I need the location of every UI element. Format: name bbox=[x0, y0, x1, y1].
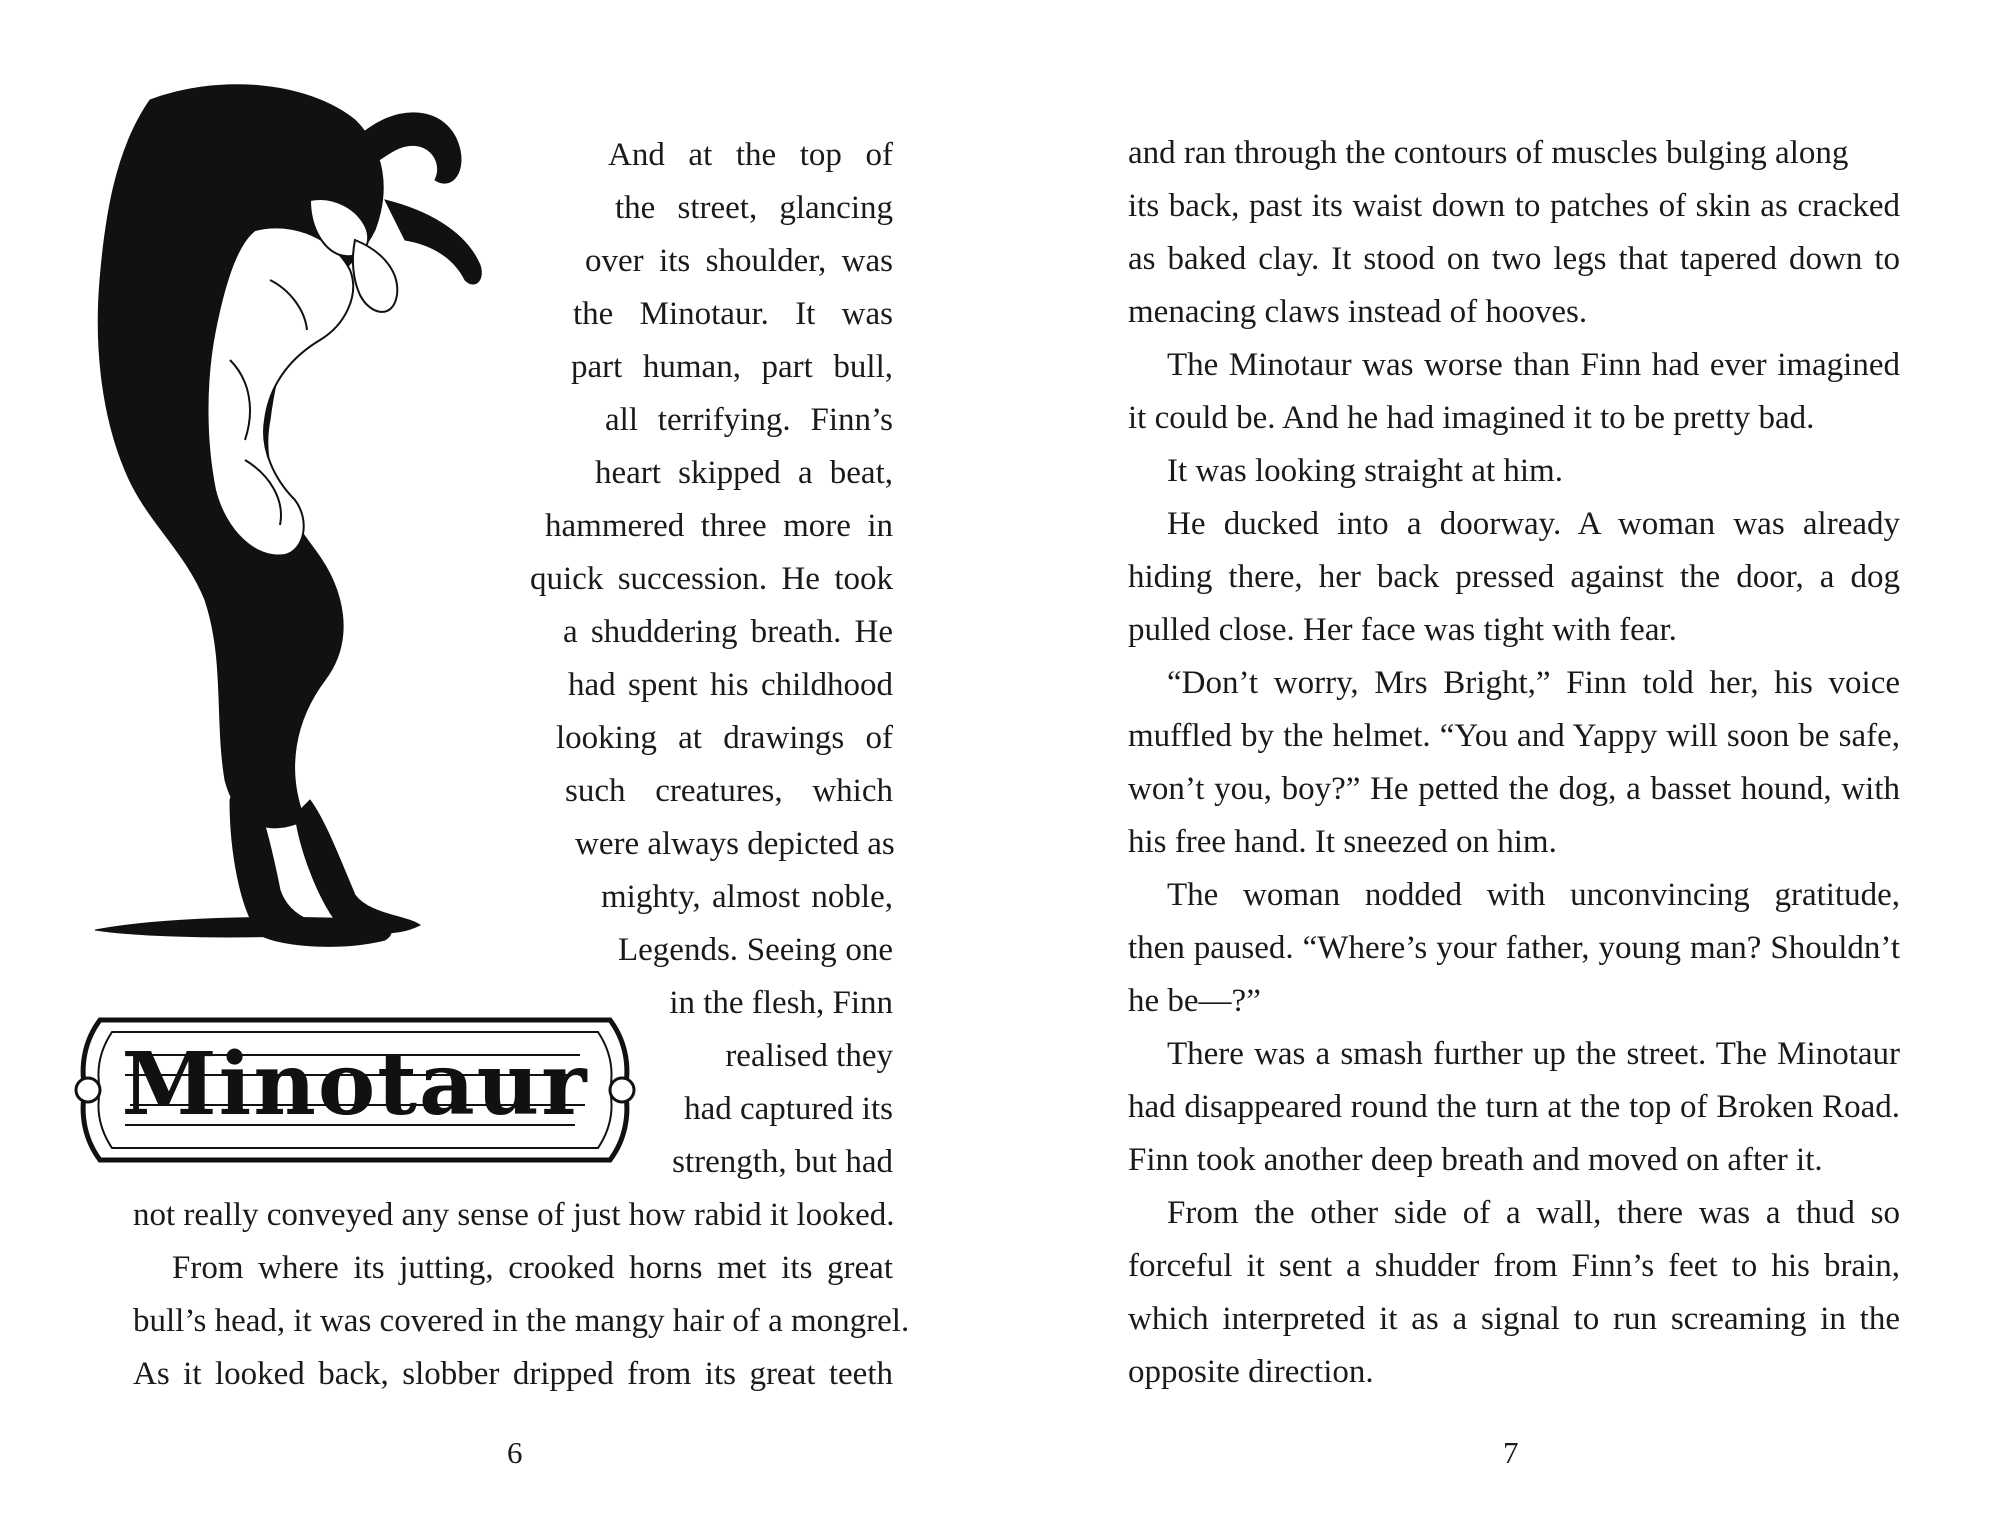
text-line: had disappeared round the turn at the top of Broken Road. bbox=[1128, 1089, 1900, 1125]
text-line: menacing claws instead of hooves. bbox=[1128, 294, 1588, 330]
text-line: Finn took another deep breath and moved on after it. bbox=[1128, 1142, 1823, 1178]
text-line: had spent his childhood bbox=[568, 667, 893, 703]
text-line: looking at drawings of bbox=[556, 720, 893, 756]
text-line: From the other side of a wall, there was a thud so bbox=[1167, 1195, 1900, 1231]
text-line: all terrifying. Finn’s bbox=[605, 402, 893, 438]
text-line: And at the top of bbox=[608, 137, 893, 173]
text-line: its back, past its waist down to patches of skin as cracked bbox=[1128, 188, 1900, 224]
text-line: He ducked into a doorway. A woman was already bbox=[1167, 506, 1900, 542]
text-line: not really conveyed any sense of just how rabid it looked. bbox=[133, 1197, 895, 1233]
text-line: he be—?” bbox=[1128, 983, 1261, 1019]
text-line: as baked clay. It stood on two legs that tapered down to bbox=[1128, 241, 1900, 277]
text-line: “Don’t worry, Mrs Bright,” Finn told her, his voice bbox=[1167, 665, 1900, 701]
text-line: his free hand. It sneezed on him. bbox=[1128, 824, 1557, 860]
text-line: heart skipped a beat, bbox=[595, 455, 893, 491]
text-line: There was a smash further up the street. The Minotaur bbox=[1167, 1036, 1900, 1072]
text-line: Legends. Seeing one bbox=[618, 932, 893, 968]
text-line: over its shoulder, was bbox=[585, 243, 893, 279]
text-line: bull’s head, it was covered in the mangy hair of a mongrel. bbox=[133, 1303, 910, 1339]
text-line: which interpreted it as a signal to run screaming in the bbox=[1128, 1301, 1900, 1337]
text-line: it could be. And he had imagined it to be pretty bad. bbox=[1128, 400, 1815, 436]
text-line: muffled by the helmet. “You and Yappy will soon be safe, bbox=[1128, 718, 1900, 754]
text-line: the Minotaur. It was bbox=[573, 296, 893, 332]
text-line: had captured its bbox=[684, 1091, 893, 1127]
text-line: the street, glancing bbox=[615, 190, 893, 226]
text-line: and ran through the contours of muscles bulging along bbox=[1128, 135, 1849, 171]
text-line: As it looked back, slobber dripped from its great teeth bbox=[133, 1356, 893, 1392]
text-line: pulled close. Her face was tight with fear. bbox=[1128, 612, 1677, 648]
text-line: part human, part bull, bbox=[571, 349, 893, 385]
text-line: opposite direction. bbox=[1128, 1354, 1374, 1390]
illustration-caption: Minotaur bbox=[121, 1034, 589, 1135]
text-line: a shuddering breath. He bbox=[563, 614, 893, 650]
page-number: 7 bbox=[1503, 1435, 1519, 1470]
text-line: strength, but had bbox=[672, 1144, 893, 1180]
text-line: in the flesh, Finn bbox=[669, 985, 893, 1021]
text-line: were always depicted as bbox=[575, 826, 895, 862]
text-line: won’t you, boy?” He petted the dog, a basset hound, with bbox=[1128, 771, 1900, 807]
text-line: hammered three more in bbox=[545, 508, 893, 544]
text-line: hiding there, her back pressed against the door, a dog bbox=[1128, 559, 1900, 595]
text-line: The woman nodded with unconvincing gratitude, bbox=[1167, 877, 1900, 913]
text-line: quick succession. He took bbox=[530, 561, 893, 597]
minotaur-illustration-icon bbox=[55, 80, 565, 950]
text-line: realised they bbox=[725, 1038, 893, 1074]
text-line: From where its jutting, crooked horns met its great bbox=[172, 1250, 893, 1286]
text-line: It was looking straight at him. bbox=[1167, 453, 1563, 489]
right-page bbox=[1000, 0, 2000, 1540]
text-line: The Minotaur was worse than Finn had ever imagined bbox=[1167, 347, 1900, 383]
text-line: then paused. “Where’s your father, young man? Shouldn’t bbox=[1128, 930, 1900, 966]
text-line: forceful it sent a shudder from Finn’s feet to his brain, bbox=[1128, 1248, 1900, 1284]
text-line: mighty, almost noble, bbox=[601, 879, 893, 915]
page-number: 6 bbox=[507, 1435, 523, 1470]
text-line: such creatures, which bbox=[565, 773, 893, 809]
